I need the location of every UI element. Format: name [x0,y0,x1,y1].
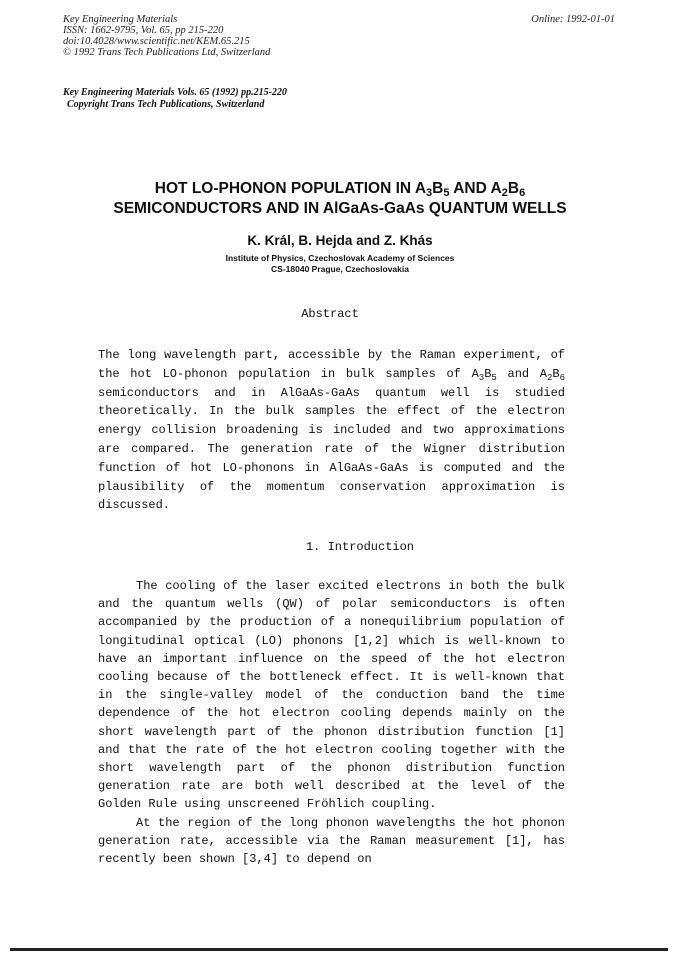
title-text: B [432,180,444,197]
header-line: © 1992 Trans Tech Publications Ltd, Switzerland [63,47,271,58]
body-text [98,577,565,868]
header-line: doi:10.4028/www.scientific.net/KEM.65.215 [63,36,250,47]
affiliation-line: Institute of Physics, Czechoslovak Academy of Sciences [225,253,455,263]
header-line: ISSN: 1662-9795, Vol. 65, pp 215-220 [63,25,224,36]
title-line-2: SEMICONDUCTORS AND IN AlGaAs-GaAs QUANTUM WELLS [113,200,567,217]
title-subscript: 5 [443,187,450,199]
abstract-fragment: The long wavelength part, accessible by the Raman experiment, of the hot LO-phonon population in bulk samples of A [98,348,565,381]
abstract-heading: Abstract [301,307,359,321]
title-subscript: 3 [426,187,433,199]
journal-line: Key Engineering Materials Vols. 65 (1992) pp.215-220 [63,87,287,98]
abstract-subscript: 6 [559,372,565,383]
paper-title [60,179,620,219]
abstract-subscript: 5 [491,372,497,383]
paragraph: The cooling of the laser excited electrons in both the bulk and the quantum wells (QW) of polar semiconductors is often accompanied by the production of a nonequilibrium population of longitudinal optical (LO) phonons [1,2] which is well-known to have an important influence on the speed of the hot electron cooling because of the bottleneck effect. It is well-known that in the single-valley model of the conduction band the time dependence of the hot electron cooling depends mainly on the short wavelength part of the phonon distribution function [1] and that the rate of the hot electron cooling together with the short wavelength part of the phonon distribution function generation rate are both well described at the level of the Golden Rule using unscreened Fröhlich coupling. [98,579,565,812]
section-heading: 1. Introduction [305,540,415,554]
publication-header [63,14,270,58]
abstract-subscript: 2 [546,372,553,383]
abstract-fragment: B [552,366,560,381]
authors: K. Král, B. Hejda and Z. Khás [247,233,433,248]
title-text: AND A [449,180,502,197]
title-text: HOT LO-PHONON POPULATION IN A [154,180,427,197]
abstract-subscript: 3 [478,372,485,383]
abstract-fragment: semiconductors and in AlGaAs-GaAs quantum well is studied theoretically. In the bulk samples the effect of the electron energy collision broadening is included and two approximations are compared. The generation rate of the Wigner distribution function of hot LO-phonons in AlGaAs-GaAs is computed and the plausibility of the momentum conservation approximation is discussed. [98,385,565,513]
abstract-fragment: B [484,366,492,381]
paragraph: At the region of the long phonon wavelengths the hot phonon generation rate, accessible via the Raman measurement [1], has recently been shown [3,4] to depend on [98,815,565,867]
copyright-line: Copyright Trans Tech Publications, Switzerland [67,99,265,110]
abstract-text [98,346,565,515]
title-text: B [507,180,520,197]
journal-citation [63,87,287,111]
bottom-rule [10,948,668,951]
title-subscript: 2 [501,187,508,199]
online-date: Online: 1992-01-01 [531,14,615,25]
title-subscript: 6 [519,187,526,199]
abstract-fragment: and A [496,366,547,381]
affiliation [60,253,620,275]
header-line: Key Engineering Materials [63,14,178,25]
affiliation-line: CS-18040 Prague, Czechoslovakia [271,264,409,274]
